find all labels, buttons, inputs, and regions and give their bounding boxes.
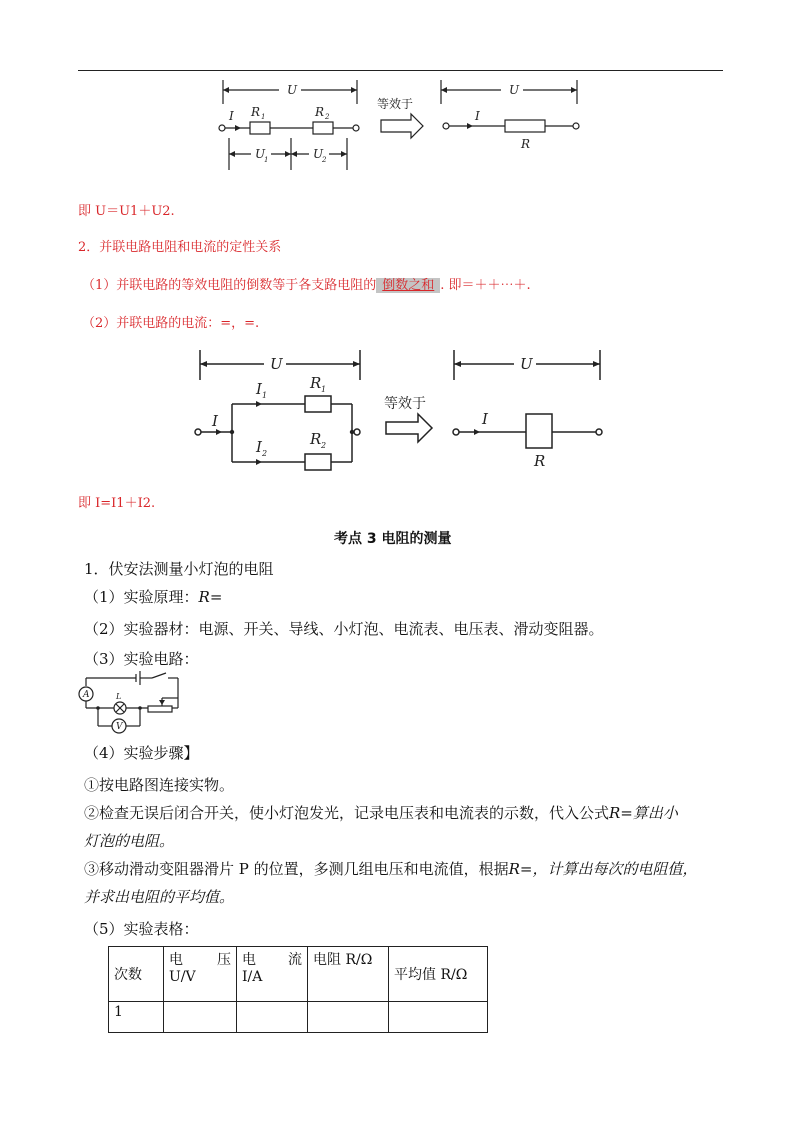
series-r1-label: R bbox=[251, 105, 261, 119]
parallel-r1-label: R bbox=[310, 374, 322, 392]
parallel-u-label: U bbox=[270, 355, 283, 373]
header-current: 电 流 I/A bbox=[237, 947, 308, 1002]
svg-text:2: 2 bbox=[322, 156, 327, 164]
equipment: （2）实验器材：电源、开关、导线、小灯泡、电流表、电压表、滑动变阻器。 bbox=[84, 620, 604, 638]
series-r2-label: R bbox=[315, 105, 325, 119]
table-row bbox=[109, 1002, 488, 1033]
svg-text:2: 2 bbox=[321, 441, 327, 450]
series-right-r-label: R bbox=[521, 137, 531, 151]
parallel-i1-label: I bbox=[256, 380, 262, 398]
circuit-title: （3）实验电路： bbox=[84, 650, 199, 668]
series-i-label: I bbox=[229, 109, 234, 123]
section3-heading: 考点 3 电阻的测量 bbox=[334, 531, 452, 547]
step-3-line-1: ③移动滑动变阻器滑片 P 的位置，多测几组电压和电流值，根据R=，计算出每次的电阻值， bbox=[84, 860, 698, 878]
experiment-table bbox=[108, 946, 488, 1033]
parallel-circuit-diagram bbox=[190, 344, 610, 488]
parallel-right-i-label: I bbox=[482, 410, 488, 428]
svg-text:1: 1 bbox=[261, 113, 266, 121]
row-1-average-cell[interactable] bbox=[389, 1002, 488, 1033]
series-u2-label: U bbox=[313, 147, 324, 161]
table-header-row bbox=[109, 947, 488, 1002]
header-count: 次数 bbox=[109, 947, 164, 1002]
parallel-right-u-label: U bbox=[520, 355, 533, 373]
lamp-label: L bbox=[116, 692, 122, 701]
parallel-r2-label: R bbox=[310, 430, 322, 448]
parallel-i-label: I bbox=[212, 412, 218, 430]
svg-text:1: 1 bbox=[262, 391, 268, 400]
parallel-point-1: （1）并联电路的等效电阻的倒数等于各支路电阻的 倒数之和 . 即＝＋＋⋯＋. bbox=[82, 278, 531, 293]
step-1: ①按电路图连接实物。 bbox=[84, 776, 235, 794]
row-1-current-cell[interactable] bbox=[237, 1002, 308, 1033]
section2-title: 2．并联电路电阻和电流的定性关系 bbox=[78, 240, 282, 255]
steps-title: （4）实验步骤】 bbox=[84, 744, 199, 762]
svg-text:1: 1 bbox=[264, 156, 269, 164]
row-1-count: 1 bbox=[109, 1002, 164, 1033]
row-1-resistance-cell[interactable] bbox=[308, 1002, 389, 1033]
principle: （1）实验原理：R= bbox=[84, 588, 223, 606]
answer-highlight: 倒数之和 bbox=[376, 278, 440, 293]
parallel-i2-label: I bbox=[256, 438, 262, 456]
parallel-equiv-label: 等效于 bbox=[384, 396, 426, 412]
series-u-label: U bbox=[287, 83, 298, 97]
step-2-line-1: ②检查无误后闭合开关，使小灯泡发光，记录电压表和电流表的示数，代入公式R=算出小 bbox=[84, 804, 678, 822]
item1-title: 1．伏安法测量小灯泡的电阻 bbox=[84, 560, 274, 578]
parallel-conclusion: 即 I=I1＋I2. bbox=[78, 496, 156, 511]
series-right-u-label: U bbox=[509, 83, 520, 97]
ammeter-icon: A bbox=[83, 690, 90, 700]
header-resistance: 电阻 R/Ω bbox=[308, 947, 389, 1002]
series-equiv-label: 等效于 bbox=[377, 97, 414, 111]
step-3-line-2: 并求出电阻的平均值。 bbox=[84, 888, 235, 906]
top-rule bbox=[78, 70, 723, 71]
row-1-voltage-cell[interactable] bbox=[164, 1002, 237, 1033]
header-voltage: 电 压 U/V bbox=[164, 947, 237, 1002]
parallel-right-r-label: R bbox=[534, 452, 546, 470]
svg-text:2: 2 bbox=[325, 113, 330, 121]
svg-text:2: 2 bbox=[262, 449, 268, 458]
series-right-i-label: I bbox=[475, 109, 480, 123]
step-2-line-2: 灯泡的电阻。 bbox=[84, 832, 175, 850]
series-circuit-diagram bbox=[205, 74, 605, 186]
parallel-point-2: （2）并联电路的电流：=，=. bbox=[82, 316, 260, 331]
series-u1-label: U bbox=[255, 147, 266, 161]
table-title: （5）实验表格： bbox=[84, 920, 199, 938]
header-average: 平均值 R/Ω bbox=[389, 947, 488, 1002]
series-conclusion: 即 U＝U1＋U2. bbox=[78, 204, 175, 219]
svg-text:1: 1 bbox=[321, 385, 327, 394]
voltmeter-icon: V bbox=[116, 722, 123, 732]
experiment-circuit-diagram bbox=[76, 668, 186, 740]
